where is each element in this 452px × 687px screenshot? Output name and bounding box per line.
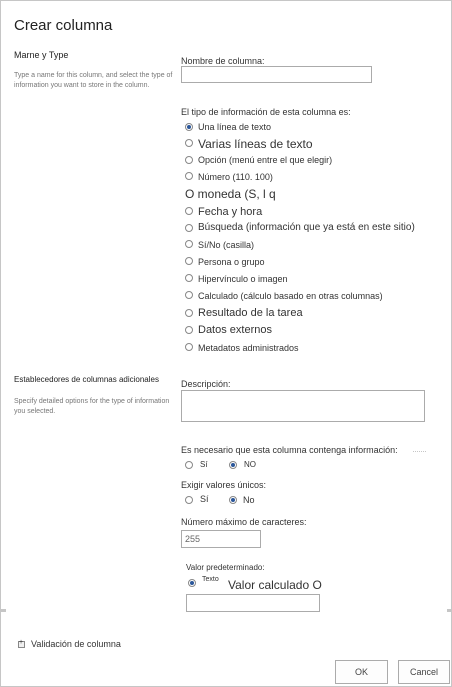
- dialog-title: Crear columna: [14, 17, 113, 34]
- type-option-12-label[interactable]: Datos externos: [198, 324, 272, 336]
- type-option-3-label[interactable]: Número (110. 100): [198, 172, 273, 182]
- required-divider: [413, 451, 426, 452]
- cancel-button[interactable]: Cancel: [398, 660, 450, 684]
- section-name-type-title: Marne y Type: [14, 50, 69, 60]
- type-option-10-radio[interactable]: [185, 291, 193, 299]
- unique-no-label[interactable]: No: [243, 495, 255, 505]
- type-option-4-label[interactable]: O moneda (S, l q: [185, 187, 276, 201]
- default-text-radio[interactable]: [188, 579, 196, 587]
- column-validation-link[interactable]: Validación de columna: [31, 639, 121, 649]
- ok-button[interactable]: OK: [335, 660, 388, 684]
- type-option-5-radio[interactable]: [185, 207, 193, 215]
- type-option-2-label[interactable]: Opción (menú entre el que elegir): [198, 155, 333, 165]
- unique-yes-label[interactable]: Sí: [200, 494, 209, 504]
- right-edge-marker: [447, 609, 452, 612]
- max-chars-input[interactable]: [181, 530, 261, 548]
- required-no-radio[interactable]: [229, 461, 237, 469]
- type-option-12-radio[interactable]: [185, 326, 193, 334]
- type-option-6-radio[interactable]: [185, 224, 193, 232]
- type-option-7-radio[interactable]: [185, 240, 193, 248]
- validation-expand-icon[interactable]: [18, 641, 25, 648]
- default-calc-label[interactable]: Valor calculado O: [228, 578, 322, 592]
- type-option-7-label[interactable]: Sí/No (casilla): [198, 240, 255, 250]
- default-value-input[interactable]: [186, 594, 320, 612]
- type-option-10-label[interactable]: Calculado (cálculo basado en otras columnas): [198, 291, 383, 301]
- required-yes-radio[interactable]: [185, 461, 193, 469]
- type-option-5-label[interactable]: Fecha y hora: [198, 206, 263, 218]
- max-chars-label: Número máximo de caracteres:: [181, 517, 307, 527]
- type-option-6-label[interactable]: Búsqueda (información que ya está en este sitio): [198, 222, 415, 233]
- type-option-1-label[interactable]: Varias líneas de texto: [198, 137, 313, 151]
- type-option-8-label[interactable]: Persona o grupo: [198, 257, 265, 267]
- description-label: Descripción:: [181, 379, 231, 389]
- type-option-11-radio[interactable]: [185, 309, 193, 317]
- column-name-input[interactable]: [181, 66, 372, 83]
- type-option-3-radio[interactable]: [185, 172, 193, 180]
- type-option-1-radio[interactable]: [185, 139, 193, 147]
- required-label: Es necesario que esta columna contenga información:: [181, 445, 398, 455]
- required-no-label[interactable]: NO: [244, 460, 256, 469]
- column-name-label: Nombre de columna:: [181, 56, 265, 66]
- section-name-type-description: Type a name for this column, and select the type of information you want to store in the column.: [14, 72, 173, 89]
- unique-yes-radio[interactable]: [185, 496, 193, 504]
- unique-no-radio[interactable]: [229, 496, 237, 504]
- type-option-9-radio[interactable]: [185, 274, 193, 282]
- type-option-0-label[interactable]: Una línea de texto: [198, 122, 272, 132]
- type-option-13-radio[interactable]: [185, 343, 193, 351]
- type-option-0-radio[interactable]: [185, 123, 193, 131]
- section-additional-description: Specify detailed options for the type of information you selected.: [14, 398, 170, 415]
- type-option-9-label[interactable]: Hipervínculo o imagen: [198, 274, 288, 284]
- description-textarea[interactable]: [181, 390, 425, 422]
- default-value-label: Valor predeterminado:: [186, 563, 265, 572]
- type-option-2-radio[interactable]: [185, 156, 193, 164]
- type-option-8-radio[interactable]: [185, 257, 193, 265]
- type-option-13-label[interactable]: Metadatos administrados: [198, 343, 299, 353]
- default-text-label[interactable]: Texto: [202, 576, 219, 583]
- section-additional-title: Establecedores de columnas adicionales: [14, 375, 159, 384]
- unique-values-label: Exigir valores únicos:: [181, 480, 267, 490]
- type-option-11-label[interactable]: Resultado de la tarea: [198, 307, 303, 319]
- column-type-label: El tipo de información de esta columna es:: [181, 107, 351, 117]
- left-edge-marker: [1, 609, 6, 612]
- required-yes-label[interactable]: Sí: [200, 460, 208, 469]
